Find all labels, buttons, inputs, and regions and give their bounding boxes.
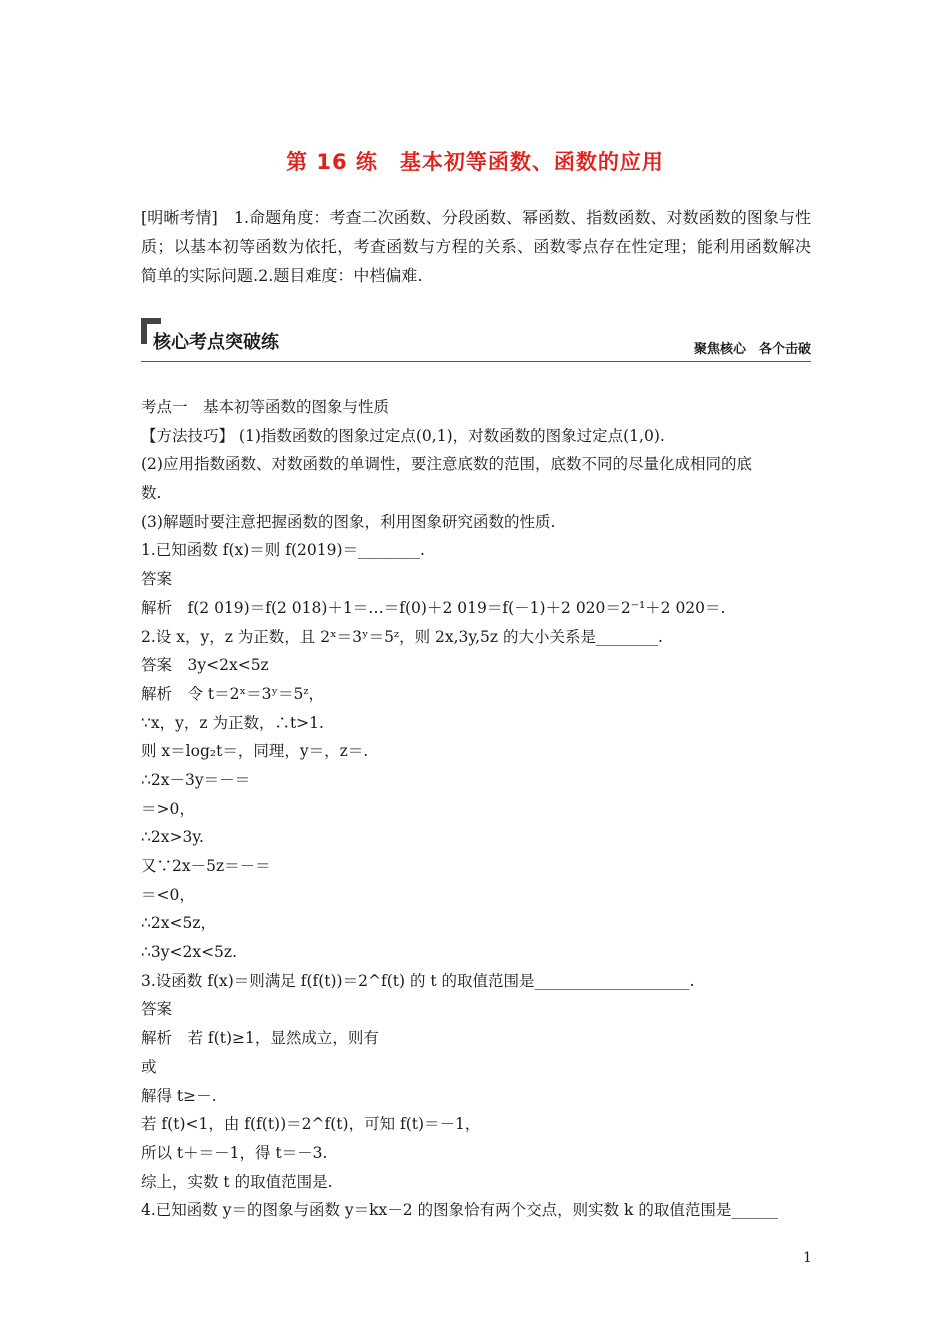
intro-paragraph: [明晰考情] 1.命题角度：考查二次函数、分段函数、幂函数、指数函数、对数函数的图象与性质；以基本初等函数为依托，考查函数与方程的关系、函数零点存在性定理；能利用函数解决简单的实际问题.2.题目难度：中档偏难.	[141, 208, 811, 285]
solution-3-line-2: 或	[141, 1057, 157, 1076]
answer-label-1: 答案	[141, 570, 173, 589]
solution-2-line-1: 解析 令 t＝2ˣ＝3ʸ＝5ᶻ，	[141, 684, 324, 703]
solution-2-line-8: ＝<0，	[141, 885, 195, 904]
method-tip-1: 【方法技巧】 (1)指数函数的图象过定点(0,1)，对数函数的图象过定点(1,0).	[141, 426, 665, 445]
question-2: 2.设 x，y，z 为正数，且 2ˣ＝3ʸ＝5ᶻ，则 2x,3y,5z 的大小关系是________.	[141, 627, 663, 646]
page-title: 第 16 练 基本初等函数、函数的应用	[286, 150, 664, 174]
section-divider	[141, 361, 811, 362]
method-tip-3: (3)解题时要注意把握函数的图象，利用图象研究函数的性质.	[141, 512, 556, 531]
body-content	[141, 393, 811, 1225]
section-title: 核心考点突破练	[153, 332, 279, 353]
section-bracket-top-icon	[141, 318, 161, 324]
solution-3-line-5: 所以 t＋＝－1，得 t＝－3.	[141, 1143, 328, 1162]
solution-2-line-7: 又∵2x－5z＝－＝	[141, 857, 271, 875]
solution-2-line-4: ∴2x－3y＝－＝	[141, 770, 251, 789]
section-header	[141, 318, 811, 362]
solution-2-line-3: 则 x＝log₂t＝，同理，y＝，z＝.	[141, 742, 369, 761]
solution-1: 解析 f(2 019)＝f(2 018)＋1＝…＝f(0)＋2 019＝f(－1)＋2 020＝2⁻¹＋2 020＝.	[141, 598, 726, 617]
solution-3-line-6: 综上，实数 t 的取值范围是.	[141, 1172, 333, 1191]
solution-2-line-2: ∵x，y，z 为正数，∴t>1.	[141, 713, 324, 732]
section-subtitle: 聚焦核心 各个击破	[693, 342, 811, 357]
solution-2-line-5: ＝>0，	[141, 799, 195, 818]
solution-3-line-1: 解析 若 f(t)≥1，显然成立，则有	[141, 1029, 379, 1048]
solution-2-line-10: ∴3y<2x<5z.	[141, 943, 238, 962]
solution-3-line-3: 解得 t≥－.	[141, 1086, 217, 1105]
answer-label-3: 答案	[141, 1000, 173, 1019]
question-3: 3.设函数 f(x)＝则满足 f(f(t))＝2^f(t) 的 t 的取值范围是____________________.	[141, 971, 695, 990]
question-4: 4.已知函数 y＝的图象与函数 y＝kx－2 的图象恰有两个交点，则实数 k 的取值范围是______	[141, 1201, 778, 1220]
topic-heading: 考点一 基本初等函数的图象与性质	[141, 398, 390, 416]
solution-2-line-9: ∴2x<5z，	[141, 914, 216, 933]
solution-2-line-6: ∴2x>3y.	[141, 828, 204, 847]
page-number: 1	[803, 1250, 812, 1266]
method-tip-2: (2)应用指数函数、对数函数的单调性，要注意底数的范围，底数不同的尽量化成相同的底	[141, 455, 752, 474]
solution-3-line-4: 若 f(t)<1，由 f(f(t))＝2^f(t)，可知 f(t)＝－1，	[141, 1115, 481, 1134]
answer-2: 答案 3y<2x<5z	[141, 656, 269, 675]
question-1: 1.已知函数 f(x)＝则 f(2019)＝________.	[141, 541, 425, 560]
method-tip-2-cont: 数.	[141, 484, 162, 503]
